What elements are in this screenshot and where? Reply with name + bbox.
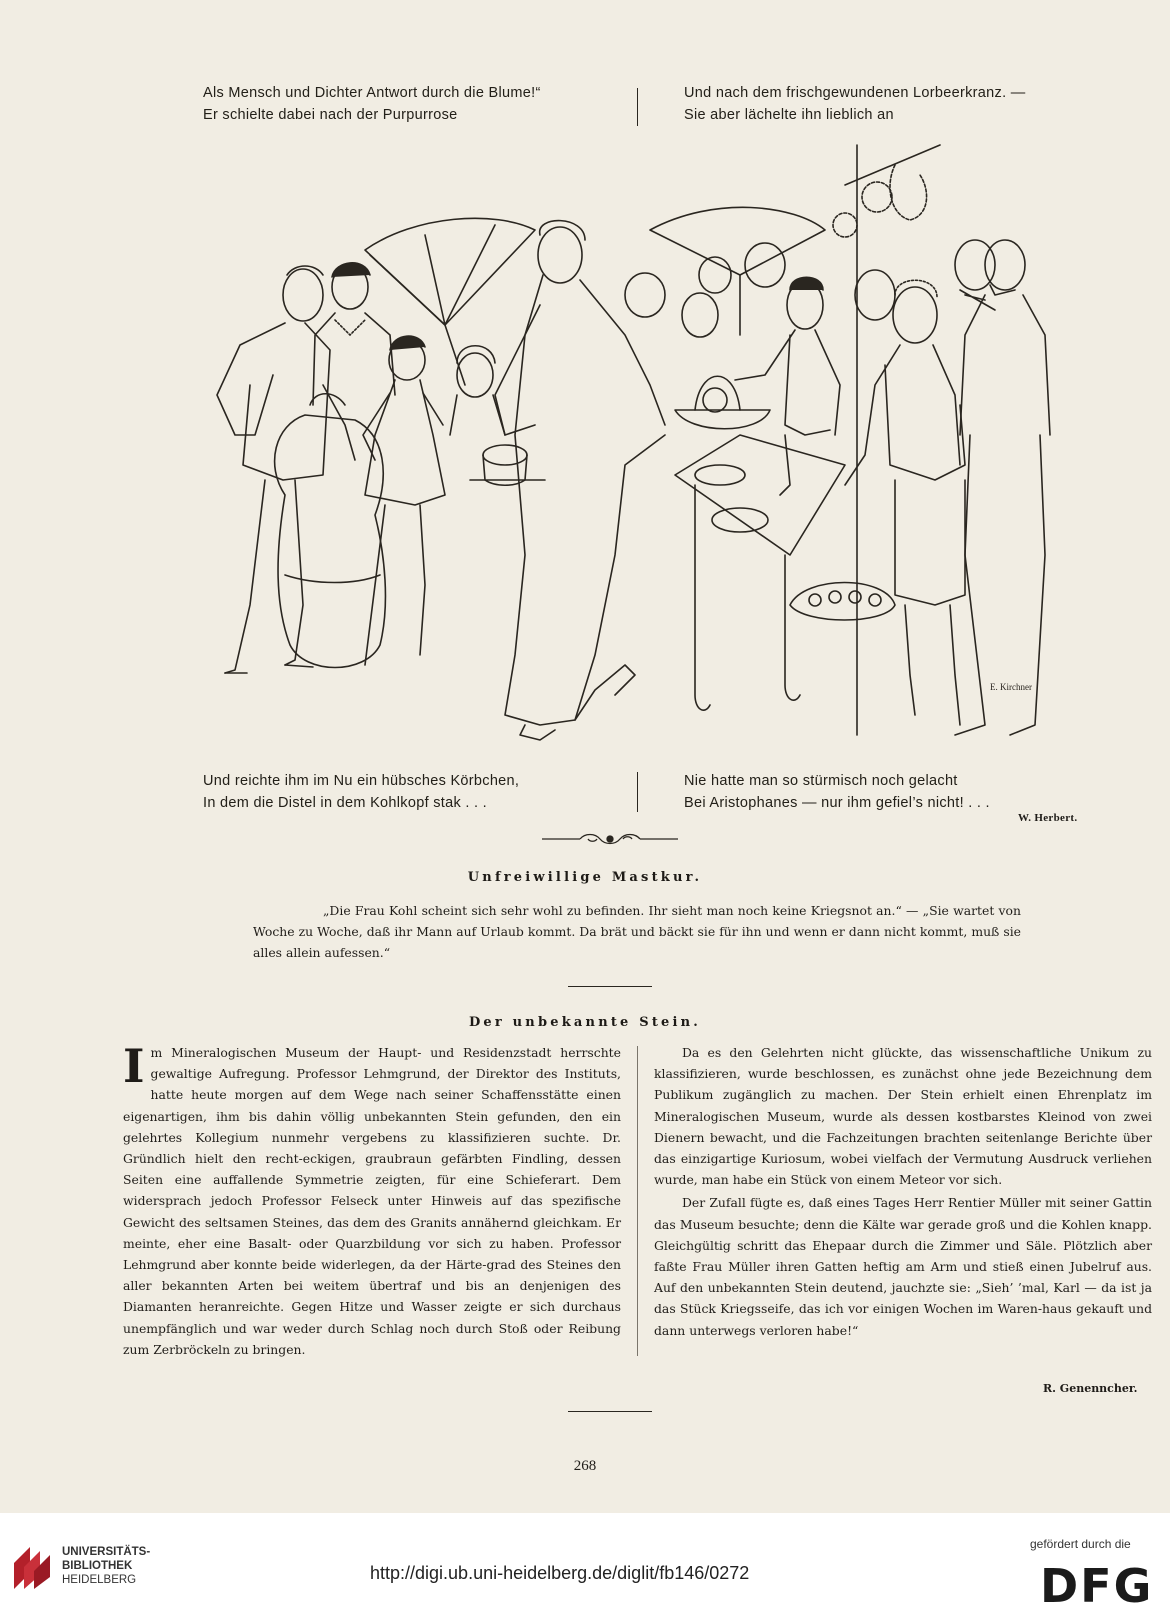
verse-author: W. Herbert. [1018,812,1078,824]
verse-line: Bei Aristophanes — nur ihm gefiel’s nicht! . . . [684,795,990,811]
dfg-logo: DFG [1040,1559,1154,1613]
permalink-url[interactable]: http://digi.ub.uni-heidelberg.de/diglit/fb146/0272 [370,1563,750,1583]
article-title-mastkur: Unfreiwillige Mastkur. [467,870,703,885]
university-library-logo-icon [10,1543,54,1593]
verse-line: Und reichte ihm im Nu ein hübsches Körbchen, [203,773,520,789]
article-stein-column-1 [123,1039,621,1360]
article-signature: R. Genenncher. [1043,1382,1138,1395]
article-text-mastkur: „Die Frau Kohl scheint sich sehr wohl zu befinden. Ihr sieht man noch keine Kriegsnot an.“ — „Sie wartet von Woche zu Woche, daß ihr Mann auf Urlaub kommt. Da brät und bäckt sie für ihn und wenn er dann nicht kommt, muß sie alles allein aufessen.“ [253,903,1021,961]
university-library-name [62,1545,150,1587]
verse-line: Und nach dem frischgewundenen Lorbeerkranz. — [684,85,1026,101]
separator-line-bottom [568,1411,652,1412]
separator-line [568,986,652,987]
verse-line: Er schielte dabei nach der Purpurrose [203,107,458,123]
library-name-line: HEIDELBERG [62,1574,137,1586]
footer-bar [0,1513,1170,1618]
illustration-aristophanes-scene [195,135,1090,760]
ornament-divider [540,832,680,846]
verse-line: Nie hatte man so stürmisch noch gelacht [684,773,958,789]
verse-top-left [203,82,541,126]
page-number: 268 [573,1458,597,1474]
verse-bottom-left [203,770,519,814]
verse-line: In dem die Distel in dem Kohlkopf stak . . . [203,795,487,811]
verse-bottom-right [684,770,990,814]
library-name-line: UNIVERSITÄTS- [62,1546,151,1558]
library-name-line: BIBLIOTHEK [62,1560,133,1572]
verse-line: Als Mensch und Dichter Antwort durch die Blume!“ [203,85,541,101]
verse-divider-bottom [637,772,638,812]
illustration-signature: E. Kirchner [990,682,1032,692]
verse-divider-top [637,88,638,126]
dropcap-letter: I [123,1039,145,1093]
column-2-paragraph-2: Der Zufall fügte es, daß eines Tages Herr Rentier Müller mit seiner Gattin das Museum besuchte; denn die Kälte war gerade groß und die Kohlen knapp. Gleichgültig schritt das Ehepaar durch die Zimmer und Säle. Plötzlich aber faßte Frau Müller ihren Gatten heftig am Arm und stieß einen Jubelruf aus. Auf den unbekannten Stein deutend, jauchzte sie: „Sieh’ ’mal, Karl — da ist ja das Stück Kriegsseife, das ich vor einigen Wochen im Waren-haus gekauft und dann unterwegs verloren habe!“ [654,1195,1152,1338]
funding-note: gefördert durch die [1030,1537,1131,1551]
article-stein-column-2 [654,1042,1152,1341]
column-divider [637,1046,638,1356]
column-1-text: m Mineralogischen Museum der Haupt- und Residenzstadt herrschte gewaltige Aufregung. Professor Lehmgrund, der Direktor des Instituts, hatte heute morgen auf dem Wege nach seiner Schaffensstätte einen eigenartigen, ihm bis dahin völlig unbekannten Stein gefunden, den ein gelehrtes Kollegium nunmehr vergebens zu klassifizieren suchte. Dr. Gründlich hielt den recht-eckigen, graubraun gefärbten Findling, dessen Seiten eine auffallende Symmetrie zeigten, für eine Schieferart. Dem widersprach jedoch Professor Felseck unter Hinweis auf das spezifische Gewicht des seltsamen Steines, das dem des Granits annähernd gleichkam. Er meinte, eher eine Basalt- oder Quarzbildung vor sich zu haben. Professor Lehmgrund aber konnte beide widerlegen, da der Härte-grad des Steines den aller bekannten Arten bei weitem übertraf und bis an denjenigen des Diamanten heranreichte. Gegen Hitze und Wasser zeigte er sich durchaus unempfänglich und war weder durch Schlag noch durch Stoß oder Reibung zum Zerbröckeln zu bringen. [123,1045,621,1357]
article-title-stein: Der unbekannte Stein. [468,1015,702,1030]
verse-top-right [684,82,1026,126]
column-2-paragraph-1: Da es den Gelehrten nicht glückte, das wissenschaftliche Unikum zu klassifizieren, wurde beschlossen, es zunächst ohne jede Bezeichnung dem Publikum zugänglich zu machen. Der Stein erhielt einen Ehrenplatz im Mineralogischen Museum, wurde als dessen kostbarstes Kleinod von zwei Dienern bewacht, und die Fachzeitungen brachten seitenlange Berichte über das einzigartige Kuriosum, wobei vielfach der Vermutung Ausdruck verliehen wurde, man habe ein Stück von einem Meteor vor sich. [654,1045,1152,1188]
verse-line: Sie aber lächelte ihn lieblich an [684,107,894,123]
